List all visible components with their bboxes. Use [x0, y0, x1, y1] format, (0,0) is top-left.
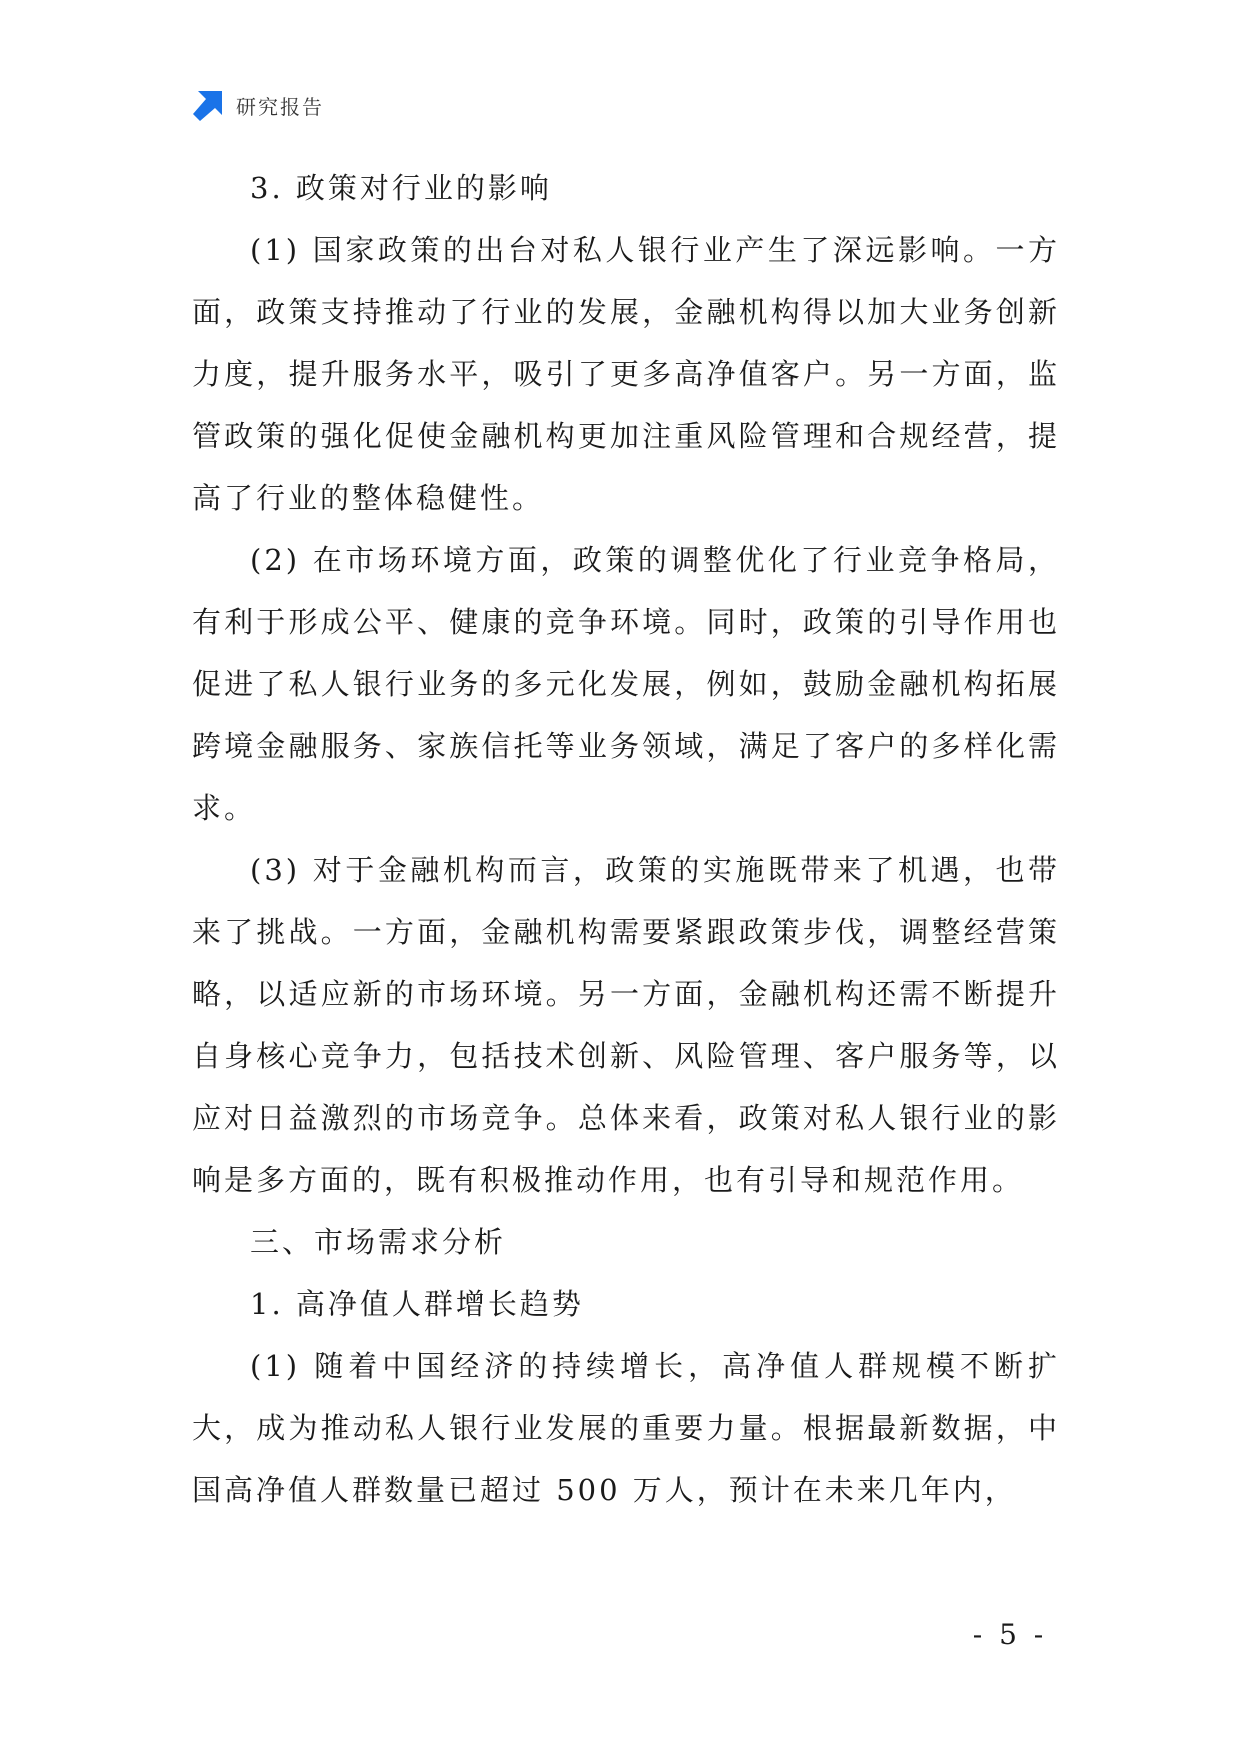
- paragraph: (1) 随着中国经济的持续增长，高净值人群规模不断扩大，成为推动私人银行业发展的重要力量。根据最新数据，中国高净值人群数量已超过 500 万人，预计在未来几年内，: [192, 1349, 1060, 1507]
- page-header: [192, 88, 324, 122]
- section-heading-policy-impact: 3. 政策对行业的影响: [250, 171, 552, 205]
- paragraph: (2) 在市场环境方面，政策的调整优化了行业竞争格局，有利于形成公平、健康的竞争环境。同时，政策的引导作用也促进了私人银行业务的多元化发展，例如，鼓励金融机构拓展跨境金融服务、家族信托等业务领域，满足了客户的多样化需求。: [192, 543, 1060, 825]
- paragraph: (3) 对于金融机构而言，政策的实施既带来了机遇，也带来了挑战。一方面，金融机构需要紧跟政策步伐，调整经营策略，以适应新的市场环境。另一方面，金融机构还需不断提升自身核心竞争力，包括技术创新、风险管理、客户服务等，以应对日益激烈的市场竞争。总体来看，政策对私人银行业的影响是多方面的，既有积极推动作用，也有引导和规范作用。: [192, 853, 1060, 1197]
- arrow-up-right-logo-icon: [192, 89, 224, 121]
- document-body: [192, 157, 1060, 1521]
- section-heading-hnw-growth: 1. 高净值人群增长趋势: [250, 1287, 584, 1321]
- page-number: - 5 -: [972, 1618, 1048, 1651]
- chapter-heading-market-demand: 三、市场需求分析: [250, 1225, 507, 1259]
- header-title: 研究报告: [236, 94, 324, 119]
- paragraph: (1) 国家政策的出台对私人银行业产生了深远影响。一方面，政策支持推动了行业的发展，金融机构得以加大业务创新力度，提升服务水平，吸引了更多高净值客户。另一方面，监管政策的强化促使金融机构更加注重风险管理和合规经营，提高了行业的整体稳健性。: [192, 233, 1060, 515]
